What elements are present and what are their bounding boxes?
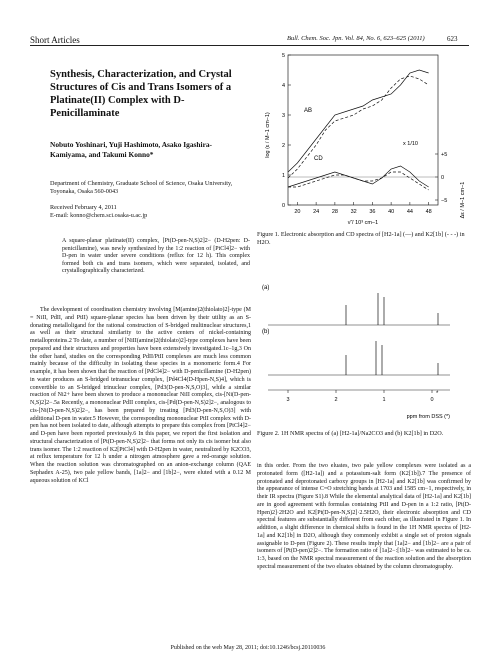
left-axis-label: log (ε / M−1 cm−1): [265, 112, 271, 158]
x-tick-label: 36: [369, 209, 376, 215]
contact-email[interactable]: E-mail: konno@chem.sci.osaka-u.ac.jp: [50, 212, 148, 219]
left-tick-label: 2: [281, 143, 285, 149]
x-tick-label: 24: [313, 209, 320, 215]
scale-label: x 1/10: [403, 141, 418, 147]
journal-citation: Bull. Chem. Soc. Jpn. Vol. 84, No. 6, 623–625 (2011): [287, 35, 425, 42]
figure-1-caption: Figure 1. Electronic absorption and CD spectra of [H2-1a] (—) and K2[1b] (- - -) in H2O.: [257, 231, 465, 246]
x-tick-label: 48: [425, 209, 432, 215]
x-tick-label: 20: [294, 209, 301, 215]
figure-2-caption: Figure 2. 1H NMR spectra of (a) [H2-1a]/Na2CO3 and (b) K2[1b] in D2O.: [257, 430, 444, 437]
left-tick-label: 3: [281, 113, 285, 119]
figure-2-nmr: [258, 275, 470, 425]
right-tick-label: 0: [441, 175, 445, 181]
panel-a-label: (a): [262, 285, 270, 291]
right-axis-label: Δε / M−1 cm−1: [460, 181, 466, 219]
figure-1-spectra: [258, 50, 470, 228]
x-tick-label: 32: [350, 209, 357, 215]
nmr-tick-label: 1: [382, 397, 386, 403]
author-list: Nobuto Yoshinari, Yuji Hashimoto, Asako Igashira-Kamiyama, and Takumi Konno*: [50, 140, 213, 159]
spectrum-series: [288, 172, 429, 190]
x-tick-label: 44: [406, 209, 413, 215]
body-text-left: The development of coordination chemistry involving [M(amine)2(thiolato)2]-type (M = NiII, PdII, and PtII) square-planar species has been driven by their utility as an S-donating metalloligand for the rational construction of S-bridged multinuclear structures,1 as well as their structural similarity to the active centers of nickel-containing metalloproteins.2 To date, a number of [NiII(amine)2(thiolato)2]-type complexes have been prepared and their structures and properties have been extensively investigated.1c–1g,3 On the other hand, studies on the corresponding PdII/PtII complexes are much less common mainly because of the difficulty in isolating these species in a monomeric form.4 For example, it has been shown that the reaction of [PdCl4]2− with D-penicillamine (D-H2pen) in water produces an S-bridged tetranuclear complex, [Pd4Cl4(D-Hpen-N,S)4], which is convertible to an S-bridged trinuclear complex, [Pd3(D-pen-N,S,O)3], while a similar reaction of Ni2+ have been shown to produce a mononuclear NiII complex, cis-[Ni(D-pen-N,S)2]2−.5a Recently, a mononuclear PdII complex, cis-[Pd(D-pen-N,S)2]2−, analogous to cis-[Ni(D-pen-N,S)2]2−, has been prepared by treating [Pd3(D-pen-N,S,O)3] with additional D-pen in water.5 However, the corresponding mononuclear PtII complex with D-pen has not been isolated to date, although attempts to prepare this complex from [PtCl4]2− and D-pen have been reported previously.6 In this paper, we report the first isolation and structural characterization of [Pt(D-pen-N,S)2]2− that forms not only its cis isomer but also trans isomer. The 1:2 reaction of K2[PtCl4] with D-H2pen in water, neutralized by K2CO3, at reflux temperature for 12 h under a nitrogen atmosphere gave a red-orange solution. When the reaction solution was chromatographed on an anion-exchange column (QAE Sephadex A-25), two pale yellow bands, [1a]2− and [1b]2−, were eluted with a 0.12 M aqueous solution of KCl: [30, 307, 251, 484]
received-block: [50, 204, 246, 220]
x-tick-label: 40: [388, 209, 395, 215]
abstract: A square-planar platinate(II) complex, [Pt(D-pen-N,S)2]2− (D-H2pen: D-penicillamine), was newly synthesized by the 1:2 reaction of [PtCl4]2− with D-pen in water under severe conditions (reflux for 12 h). This complex formed both cis and trans isomers, which were separated, isolated, and crystallographically characterized.: [62, 238, 250, 275]
received-date: Received February 4, 2011: [50, 204, 117, 211]
panel-b-label: (b): [262, 329, 270, 335]
section-label: Short Articles: [30, 35, 80, 45]
ab-label: AB: [304, 108, 313, 114]
x-tick-label: 28: [331, 209, 338, 215]
figure-1-frame: [288, 55, 438, 205]
nmr-tick-label: 0: [430, 397, 434, 403]
publication-footer: Published on the web May 28, 2011; doi:10.1246/bcsj.20110036: [170, 645, 326, 651]
right-tick-label: +5: [441, 152, 448, 158]
nmr-tick-label: 2: [334, 397, 338, 403]
cd-label: CD: [314, 156, 323, 162]
x-axis-label: ν̃ / 10³ cm−1: [347, 220, 379, 226]
dss-marker: *: [436, 391, 439, 397]
nmr-x-axis-label: ppm from DSS (*): [406, 414, 450, 420]
right-tick-label: −5: [441, 198, 448, 204]
left-tick-label: 5: [281, 53, 285, 59]
header-rule: [30, 45, 469, 46]
left-tick-label: 0: [281, 203, 285, 209]
body-text-right: in this order. From the two eluates, two pale yellow complexes were isolated as a protonated form ([H2-1a]) and a potassium-salt form (K2[1b]).7 The presence of protonated and deprotonated carboxy groups in [H2-1a] and K2[1b] was confirmed by the appearance of intense C=O stretching bands at 1703 and 1585 cm−1, respectively, in their IR spectra (Figure S1).8 While the elemental analytical data of [H2-1a] and K2[1b] are in good agreement with formulas containing PtII and D-pen in a 1:2 ratio, [Pt(D-Hpen)2]·2H2O and K2[Pt(D-pen-N,S)2]·2.5H2O, their electronic absorption and CD spectral features are substantially different from each other, as illustrated in Figure 1. In addition, a slight difference in chemical shifts is found in the 1H NMR spectra of [H2-1a] and K2[1b] in D2O, although they commonly exhibit a single set of proton signals assignable to D-pen (Figure 2). These results imply that [1a]2− and [1b]2− are a pair of isomers of [Pt(D-pen)2]2−. The formation ratio of [1a]2−:[1b]2− was estimated to be ca. 1:3, based on the NMR spectral measurement of the reaction solution and the absorption spectral measurement of the two eluates obtained by the column chromatography.: [257, 463, 471, 570]
page-number: 623: [447, 35, 458, 43]
nmr-tick-label: 3: [286, 397, 290, 403]
left-tick-label: 1: [281, 173, 285, 179]
article-title: Synthesis, Characterization, and Crystal Structures of Cis and Trans Isomers of a Platinate(II) Complex with D-Penicillaminate: [50, 69, 232, 119]
spectrum-series: [288, 70, 429, 172]
spectrum-series: [288, 76, 429, 178]
left-tick-label: 4: [281, 83, 285, 89]
affiliation: Department of Chemistry, Graduate School of Science, Osaka University, Toyonaka, Osaka 560-0043: [50, 180, 233, 195]
